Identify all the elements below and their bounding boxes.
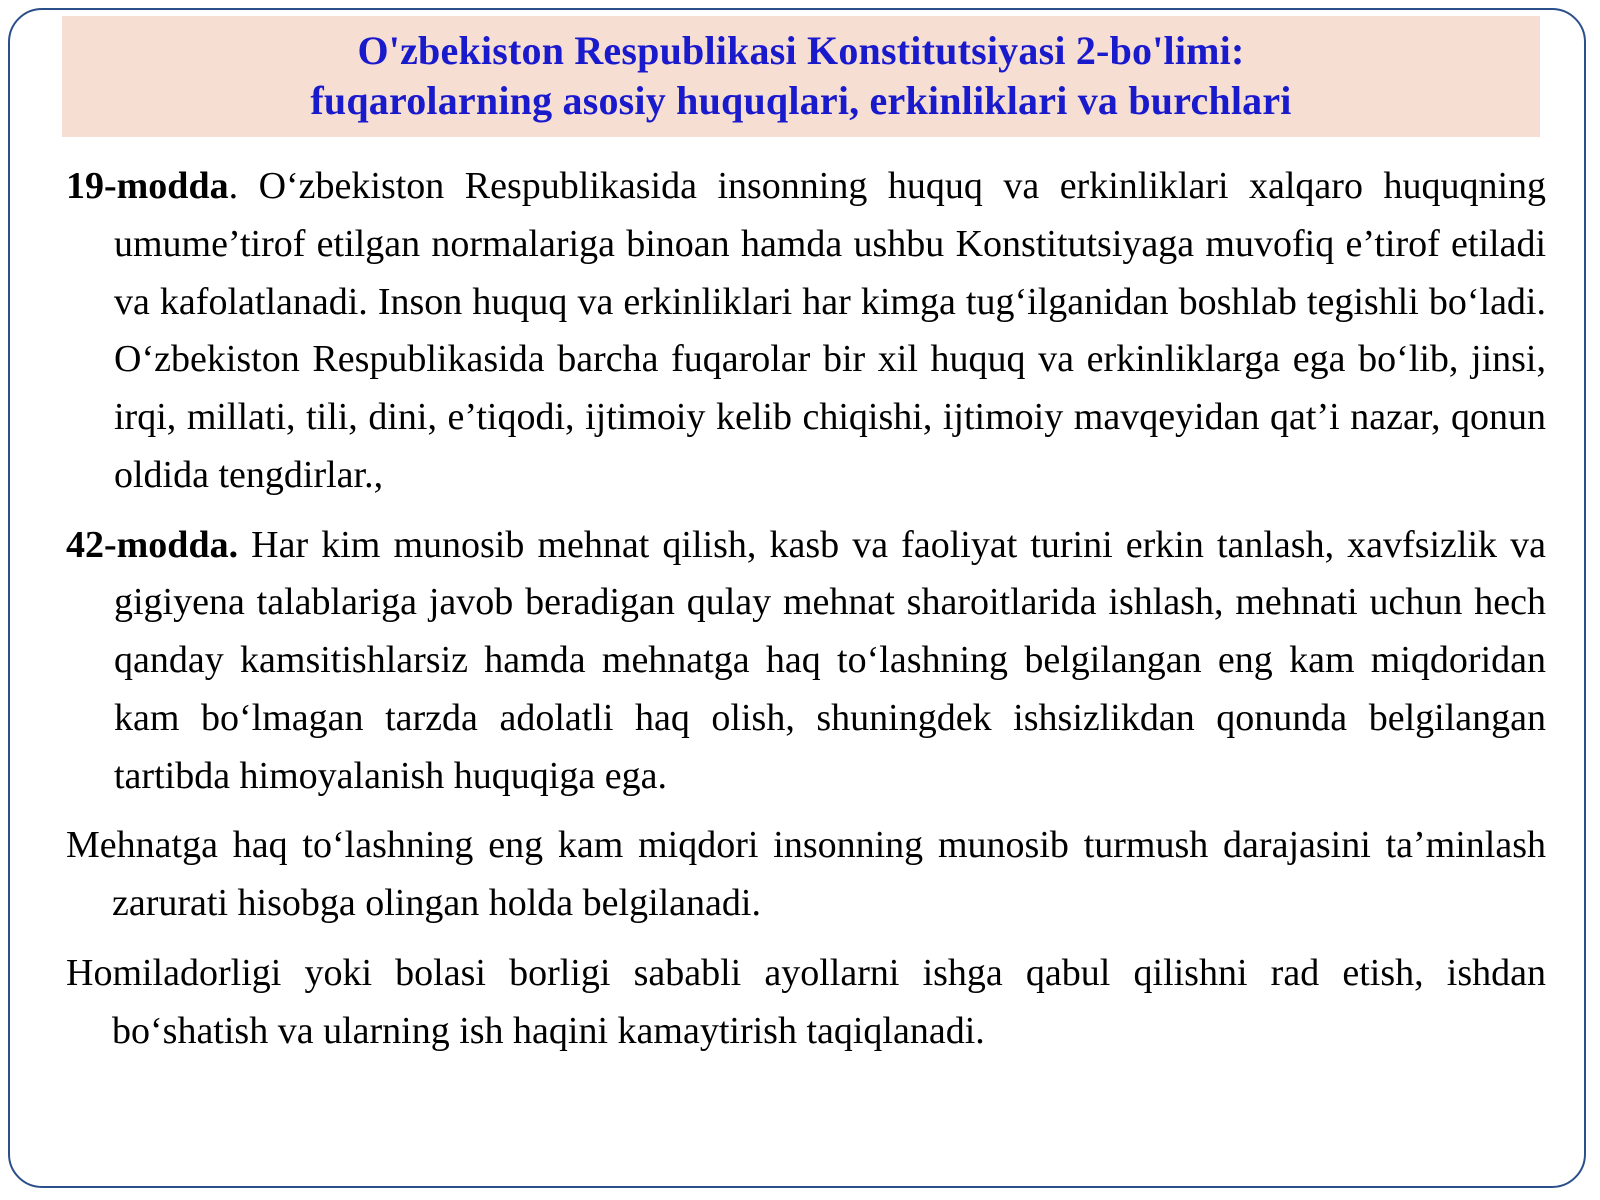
paragraph-article-42 [66,517,1546,806]
slide-body [66,158,1546,1072]
article-19-label-suffix: . [228,165,239,207]
article-19-text: O‘zbekiston Respublikasida insonning huquq va erkinliklari xalqaro huquqning umume’tirof etilgan normalariga binoan hamda ushbu Konstitutsiyaga muvofiq e’tirof etiladi va kafolatlanadi. Inson huquq va erkinliklari har kimga tug‘ilganidan boshlab tegishli bo‘ladi. O‘zbekiston Respublikasida barcha fuqarolar bir xil huquq va erkinliklarga ega bo‘lib, jinsi, irqi, millati, tili, dini, e’tiqodi, ijtimoiy kelib chiqishi, ijtimoiy mavqeyidan qat’i nazar, qonun oldida tengdirlar., [114,165,1546,496]
paragraph-minimum-wage-text: Mehnatga haq to‘lashning eng kam miqdori insonning munosib turmush darajasini ta’minlash zarurati hisobga olingan holda belgilanadi. [66,824,1546,924]
page-title-line-2: fuqarolarning asosiy huquqlari, erkinliklari va burchlari [310,77,1292,123]
paragraph-article-19 [66,158,1546,505]
paragraph-pregnancy-text: Homiladorligi yoki bolasi borligi sababli ayollarni ishga qabul qilishni rad etish, ishdan bo‘shatish va ularning ish haqini kamaytirish taqiqlanadi. [66,951,1546,1052]
paragraph-pregnancy [66,945,1546,1061]
slide-container [8,8,1586,1188]
page-title-line-1: O'zbekiston Respublikasi Konstitutsiyasi 2-bo'limi: [357,28,1245,73]
paragraph-minimum-wage [66,817,1546,933]
article-42-text: Har kim munosib mehnat qilish, kasb va faoliyat turini erkin tanlash, xavfsizlik va gigiyena talablariga javob beradigan qulay mehnat sharoitlarida ishlash, mehnati uchun hech qanday kamsitishlarsiz hamda mehnatga haq to‘lashning belgilangan eng kam miqdoridan kam bo‘lmagan tarzda adolatli haq olish, shuningdek ishsizlikdan qonunda belgilangan tartibda himoyalanish huquqiga ega. [114,523,1546,797]
slide-title-band [62,16,1540,137]
article-42-label: 42-modda. [66,523,239,566]
article-19-label: 19-modda [66,165,229,207]
